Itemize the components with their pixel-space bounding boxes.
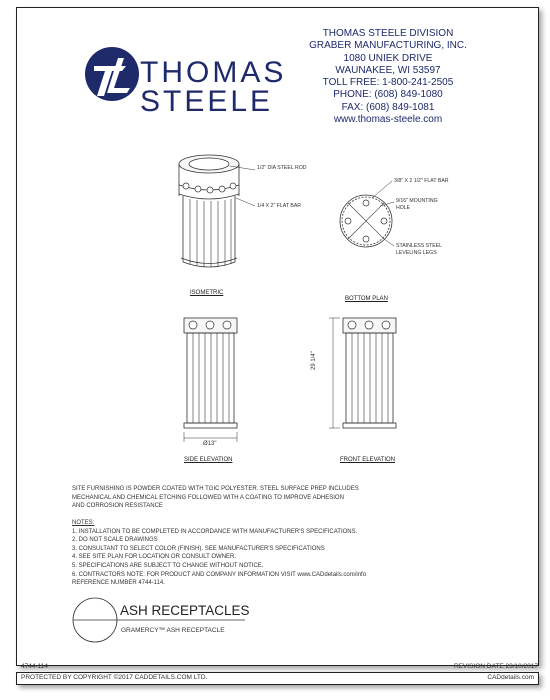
finish-specifications [72,485,359,511]
front-elevation-view [329,318,396,428]
drawing-title: ASH RECEPTACLES [120,603,250,618]
reference-number: 4744-114 [21,663,48,670]
callout-flat-bar: 1/4 X 2" FLAT BAR [257,203,302,209]
company-line: THOMAS STEELE DIVISION [322,28,454,39]
note-item: 4. SEE SITE PLAN FOR LOCATION OR CONSULT OWNER. [72,554,237,561]
caddetails-link[interactable]: CADdetails.com [487,674,534,681]
note-item: 1. INSTALLATION TO BE COMPLETED IN ACCORDANCE WITH MANUFACTURER'S SPECIFICATIONS. [72,528,358,535]
label-side-elevation: SIDE ELEVATION [184,457,233,463]
note-item: 2. DO NOT SCALE DRAWINGS [72,537,158,544]
logo-word-thomas: THOMAS [140,56,287,89]
dimension-diameter: Ø13" [203,441,217,447]
revision-date: REVISION DATE 23/10/2017 [453,663,538,670]
isometric-view [179,155,255,267]
note-item: 6. CONTRACTORS NOTE: FOR PRODUCT AND COMPANY INFORMATION VISIT www.CADdetails.com/info [72,571,367,578]
callout-leveling-legs: STAINLESS STEEL [396,243,443,249]
label-front-elevation: FRONT ELEVATION [340,457,396,463]
company-line: PHONE: (608) 849-1080 [333,89,443,101]
side-elevation-view [184,318,237,442]
callout-leveling-legs: LEVELING LEGS [396,250,437,256]
spec-line: SITE FURNISHING IS POWDER COATED WITH TGIC POLYESTER. STEEL SURFACE PREP INCLUDES [72,486,359,492]
drawing-subtitle: GRAMERCY™ ASH RECEPTACLE [121,627,225,634]
logo-word-steele: STEELE [140,85,274,118]
spec-line: AND CORROSION RESISTANCE [72,503,163,510]
copyright-text: PROTECTED BY COPYRIGHT ©2017 CADDETAILS.COM LTD. [21,674,208,681]
company-line: WAUNAKEE, WI 53597 [335,64,441,76]
company-line: 1080 UNIEK DRIVE [343,52,433,64]
callout-flat-bar-bottom: 3/8" X 2 1/2" FLAT BAR [394,178,449,184]
callout-mounting-hole: HOLE [396,205,411,211]
company-line: TOLL FREE: 1-800-241-2505 [322,77,454,89]
company-line: FAX: (608) 849-1081 [341,101,435,113]
callout-steel-rod: 1/2" DIA STEEL ROD [257,165,307,171]
spec-line: MECHANICAL AND CHEMICAL ETCHING FOLLOWED WITH A COATING TO IMPROVE ADHESION [72,494,344,501]
note-item: 5. SPECIFICATIONS ARE SUBJECT TO CHANGE WITHOUT NOTICE. [72,562,264,569]
note-item: 3. CONSULTANT TO SELECT COLOR (FINISH). SEE MANUFACTURER'S SPECIFICATIONS [72,545,325,552]
note-item: REFERENCE NUMBER 4744-114. [72,580,165,587]
bottom-plan-view [340,181,394,247]
notes-block [72,519,366,588]
callout-mounting-hole: 9/16" MOUNTING [396,198,438,204]
company-website[interactable]: www.thomas-steele.com [333,114,443,126]
dimension-height: 29 1/4" [311,351,317,370]
notes-heading: NOTES: [72,520,95,526]
label-bottom-plan: BOTTOM PLAN [345,296,388,302]
company-line: GRABER MANUFACTURING, INC. [309,40,467,52]
label-isometric: ISOMETRIC [190,290,224,296]
